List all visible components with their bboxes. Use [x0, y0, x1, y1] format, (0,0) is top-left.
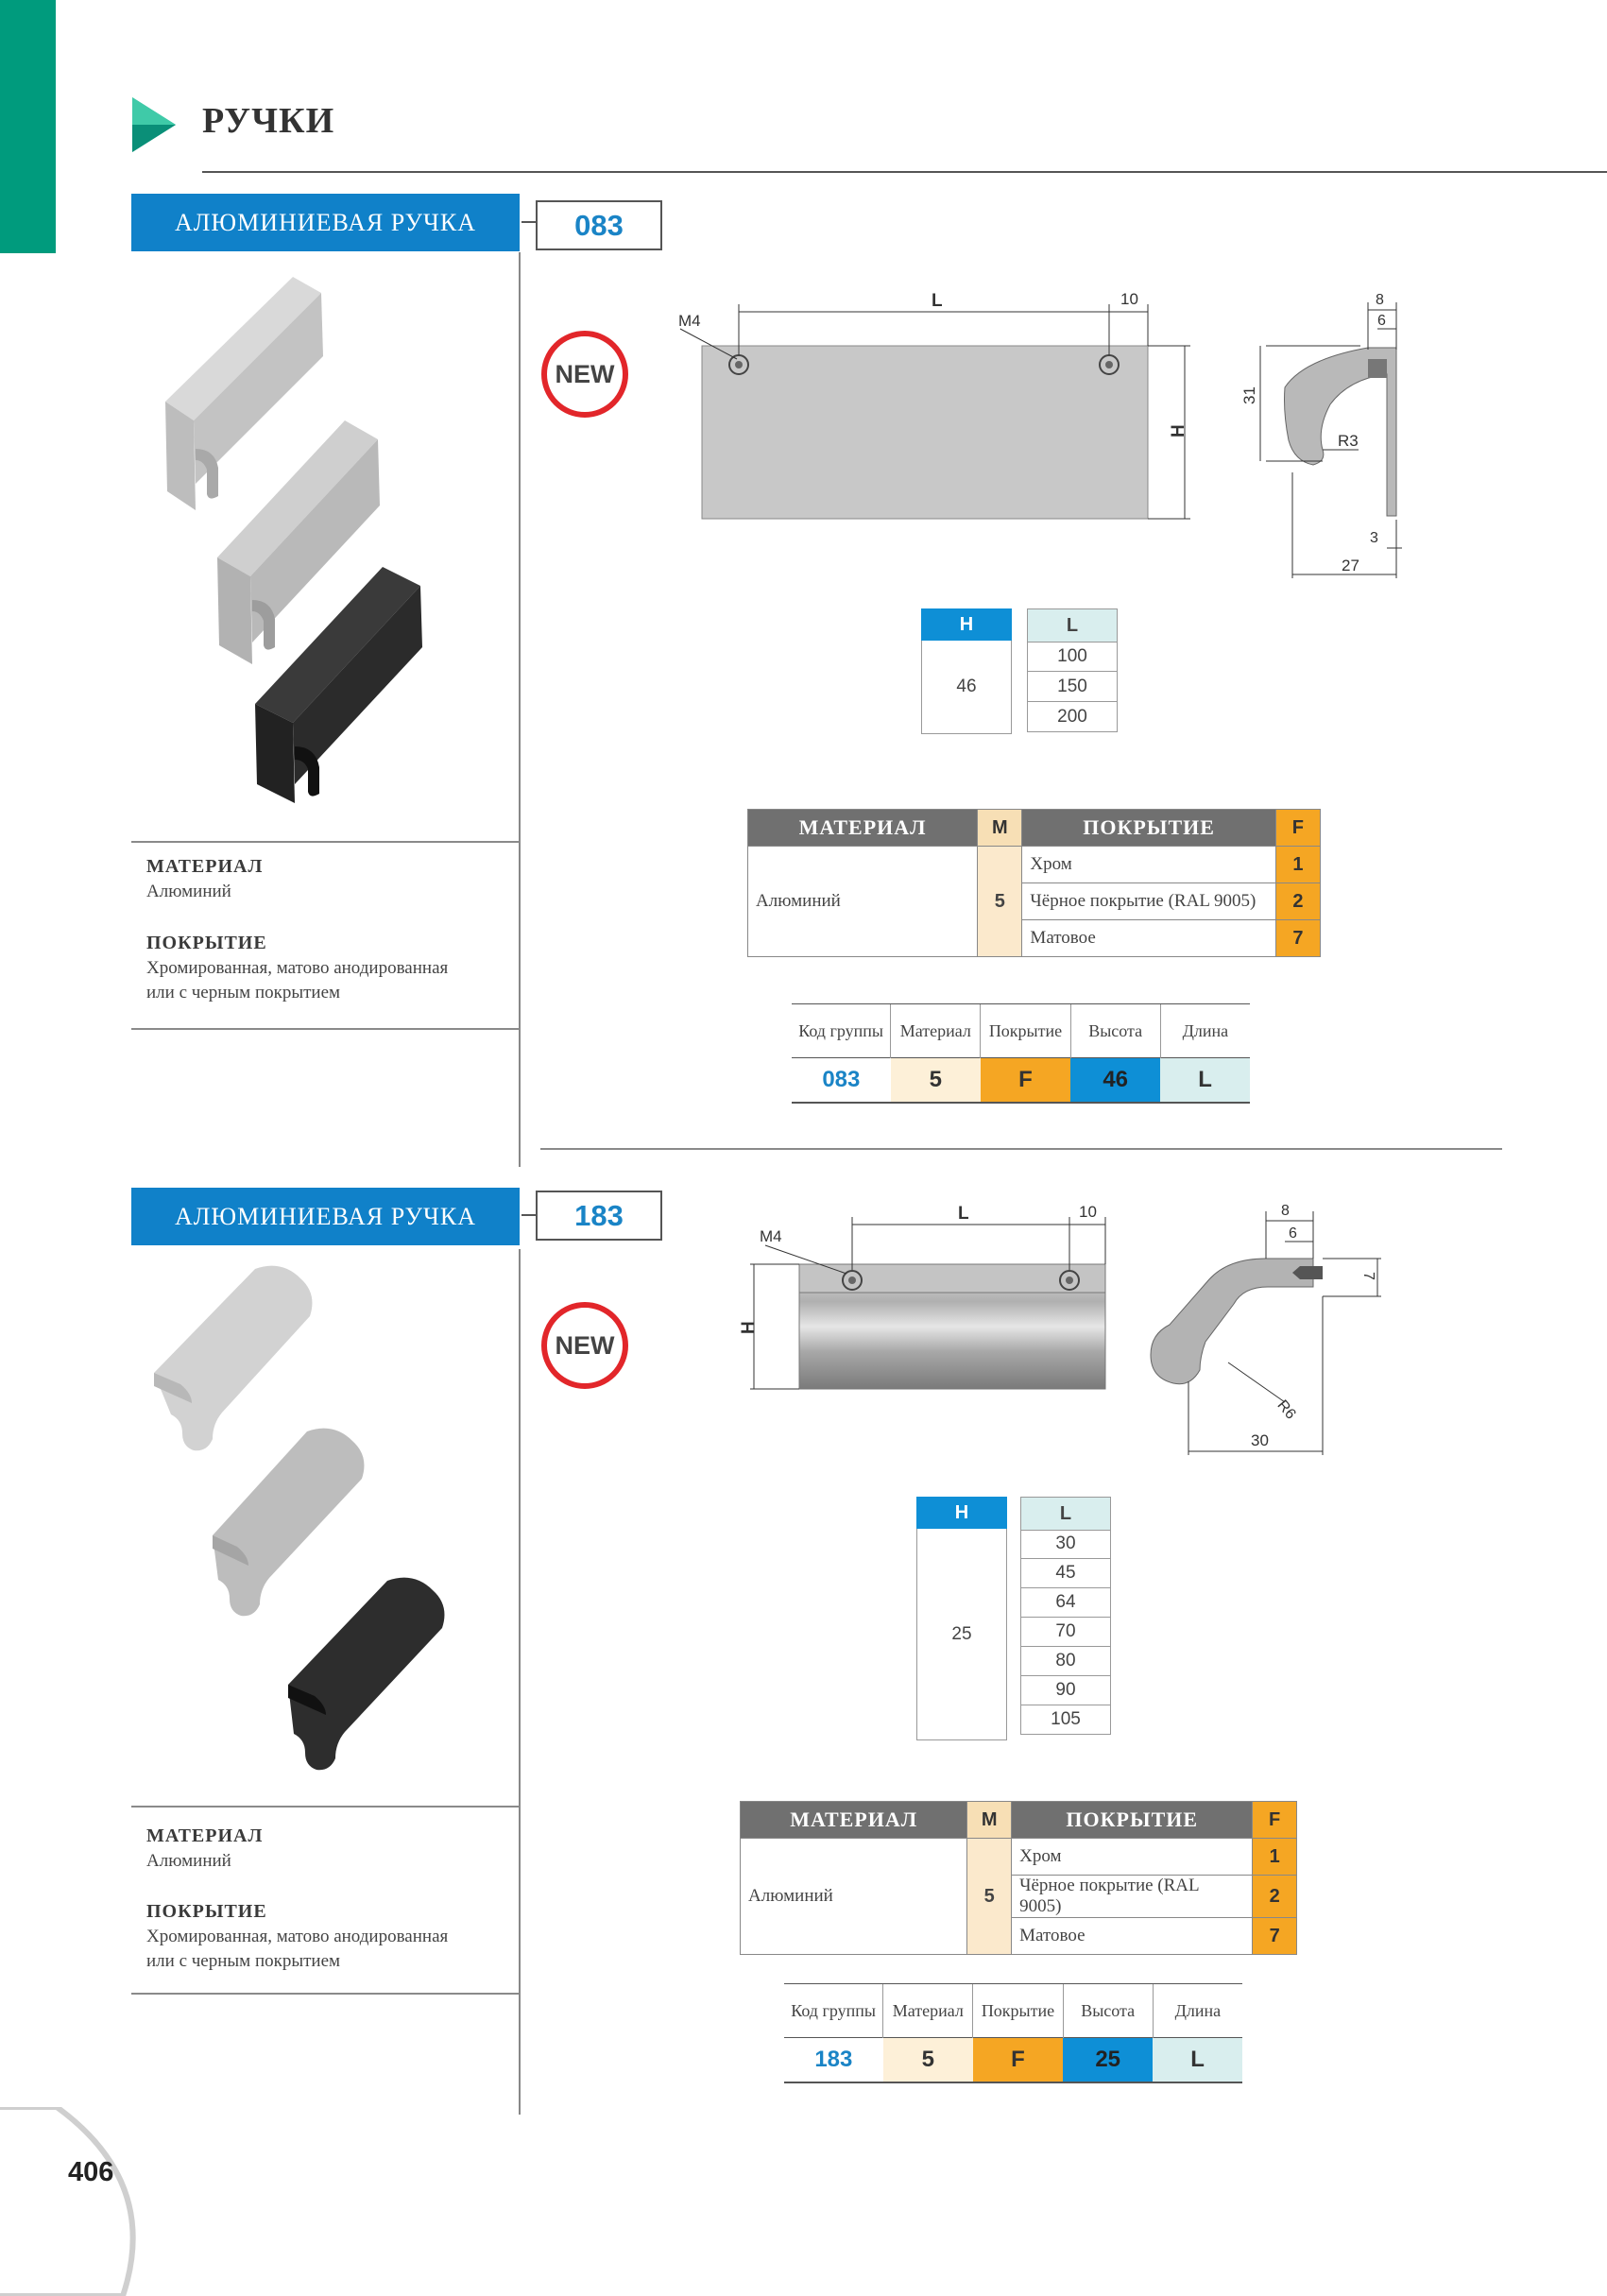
material-value: Алюминий: [146, 882, 231, 901]
hl-l-value: 64: [1020, 1588, 1111, 1618]
product-code: 083: [536, 200, 662, 250]
section-divider: [540, 1148, 1502, 1150]
column-divider: [519, 1249, 521, 2115]
code-col-header: Высота: [1070, 1004, 1160, 1058]
chapter-arrow-icon: [132, 97, 176, 152]
coating-option: Матовое: [1012, 1918, 1253, 1955]
chapter-title: РУЧКИ: [202, 101, 335, 141]
material-name: Алюминий: [741, 1839, 967, 1955]
f-value: 2: [1275, 883, 1320, 920]
code-value-length: L: [1153, 2038, 1242, 2083]
code-connector: [521, 1214, 536, 1216]
code-col-header: Покрытие: [973, 1984, 1063, 2038]
technical-drawing: [661, 283, 1417, 605]
new-badge: NEW: [541, 331, 628, 418]
f-value: 1: [1275, 847, 1320, 883]
product-image-handles: [151, 269, 491, 817]
hl-l-value: 70: [1020, 1618, 1111, 1647]
page-corner-decoration: [0, 2107, 159, 2296]
dim-M4: M4: [760, 1227, 782, 1245]
code-col-header: Материал: [883, 1984, 973, 2038]
hl-l-value: 90: [1020, 1676, 1111, 1705]
hl-l-value: 105: [1020, 1705, 1111, 1735]
technical-drawing: [737, 1192, 1398, 1466]
code-value-group: 083: [792, 1058, 891, 1104]
hl-h-value: 46: [956, 677, 977, 696]
code-col-header: Высота: [1063, 1984, 1153, 2038]
col-f: F: [1253, 1802, 1297, 1839]
hl-l-value: 100: [1027, 642, 1118, 672]
material-table: [747, 809, 1321, 957]
col-coating: ПОКРЫТИЕ: [1022, 810, 1275, 847]
spec-divider: [131, 1993, 520, 1995]
dim-31: 31: [1240, 386, 1258, 404]
col-m: M: [967, 1802, 1012, 1839]
col-coating: ПОКРЫТИЕ: [1012, 1802, 1253, 1839]
code-table: [784, 1983, 1242, 2083]
col-f: F: [1275, 810, 1320, 847]
hl-l-value: 80: [1020, 1647, 1111, 1676]
dim-8: 8: [1376, 292, 1384, 308]
code-col-header: Код группы: [784, 1984, 883, 2038]
material-label: МАТЕРИАЛ: [146, 856, 264, 877]
dim-3: 3: [1370, 530, 1378, 546]
dim-6: 6: [1377, 313, 1386, 329]
hl-l-value: 30: [1020, 1530, 1111, 1559]
hl-l-header: L: [1027, 608, 1118, 643]
code-value-material: 5: [891, 1058, 981, 1104]
hl-h-header: H: [921, 608, 1012, 641]
product-header: АЛЮМИНИЕВАЯ РУЧКА: [131, 194, 520, 251]
handle-black: [288, 1578, 444, 1771]
product-image-handles: [146, 1261, 487, 1791]
code-col-header: Код группы: [792, 1004, 891, 1058]
material-value: Алюминий: [146, 1851, 231, 1871]
f-value: 1: [1253, 1839, 1297, 1876]
dim-L: L: [932, 291, 943, 311]
coating-option: Хром: [1012, 1839, 1253, 1876]
coating-value: Хромированная, матово анодированная или с черным покрытием: [146, 958, 449, 1002]
material-table: [740, 1801, 1297, 1955]
dim-6: 6: [1289, 1225, 1297, 1242]
product-header: АЛЮМИНИЕВАЯ РУЧКА: [131, 1188, 520, 1245]
coating-option: Чёрное покрытие (RAL 9005): [1012, 1876, 1253, 1918]
code-col-header: Материал: [891, 1004, 981, 1058]
code-col-header: Покрытие: [981, 1004, 1070, 1058]
code-value-coating: F: [973, 2038, 1063, 2083]
column-divider: [519, 252, 521, 1167]
m-value: 5: [967, 1839, 1012, 1955]
code-table: [792, 1003, 1250, 1104]
coating-option: Чёрное покрытие (RAL 9005): [1022, 883, 1275, 920]
coating-label: ПОКРЫТИЕ: [146, 1901, 267, 1922]
product-code: 183: [536, 1191, 662, 1241]
hl-h-value: 25: [951, 1624, 972, 1644]
col-m: M: [978, 810, 1022, 847]
coating-option: Матовое: [1022, 920, 1275, 957]
m-value: 5: [978, 847, 1022, 957]
code-value-length: L: [1160, 1058, 1250, 1104]
f-value: 7: [1275, 920, 1320, 957]
dim-H: H: [739, 1321, 759, 1334]
col-material: МАТЕРИАЛ: [748, 810, 978, 847]
dim-M4: M4: [678, 312, 701, 330]
code-col-header: Длина: [1153, 1984, 1242, 2038]
code-value-height: 46: [1070, 1058, 1160, 1104]
coating-value: Хромированная, матово анодированная или с черным покрытием: [146, 1927, 449, 1971]
code-value-coating: F: [981, 1058, 1070, 1104]
top-rule: [202, 171, 1607, 173]
f-value: 7: [1253, 1918, 1297, 1955]
hl-l-value: 200: [1027, 702, 1118, 732]
coating-label: ПОКРЫТИЕ: [146, 933, 267, 953]
handle-mid: [213, 1429, 364, 1617]
dim-8: 8: [1281, 1203, 1290, 1219]
dim-R6: R6: [1274, 1396, 1299, 1423]
handle-light: [154, 1266, 312, 1451]
new-badge: NEW: [541, 1302, 628, 1389]
spec-divider: [131, 1028, 520, 1030]
hl-l-value: 45: [1020, 1559, 1111, 1588]
side-color-band: [0, 0, 56, 253]
hl-l-header: L: [1020, 1497, 1111, 1531]
page-number: 406: [68, 2157, 114, 2187]
code-col-header: Длина: [1160, 1004, 1250, 1058]
dim-30: 30: [1251, 1431, 1269, 1449]
hl-l-value: 150: [1027, 672, 1118, 702]
material-name: Алюминий: [748, 847, 978, 957]
col-material: МАТЕРИАЛ: [741, 1802, 967, 1839]
hl-h-header: H: [916, 1497, 1007, 1529]
spec-divider: [131, 841, 520, 843]
dim-10: 10: [1120, 290, 1138, 308]
code-value-group: 183: [784, 2038, 883, 2083]
f-value: 2: [1253, 1876, 1297, 1918]
dim-27: 27: [1342, 557, 1359, 574]
dim-L: L: [958, 1204, 969, 1224]
dim-7: 7: [1360, 1272, 1376, 1280]
coating-option: Хром: [1022, 847, 1275, 883]
code-value-material: 5: [883, 2038, 973, 2083]
dim-10: 10: [1079, 1203, 1097, 1221]
code-value-height: 25: [1063, 2038, 1153, 2083]
dim-H: H: [1169, 424, 1188, 437]
spec-divider: [131, 1806, 520, 1808]
dim-R3: R3: [1338, 432, 1359, 450]
material-label: МАТЕРИАЛ: [146, 1825, 264, 1846]
code-connector: [521, 221, 536, 223]
